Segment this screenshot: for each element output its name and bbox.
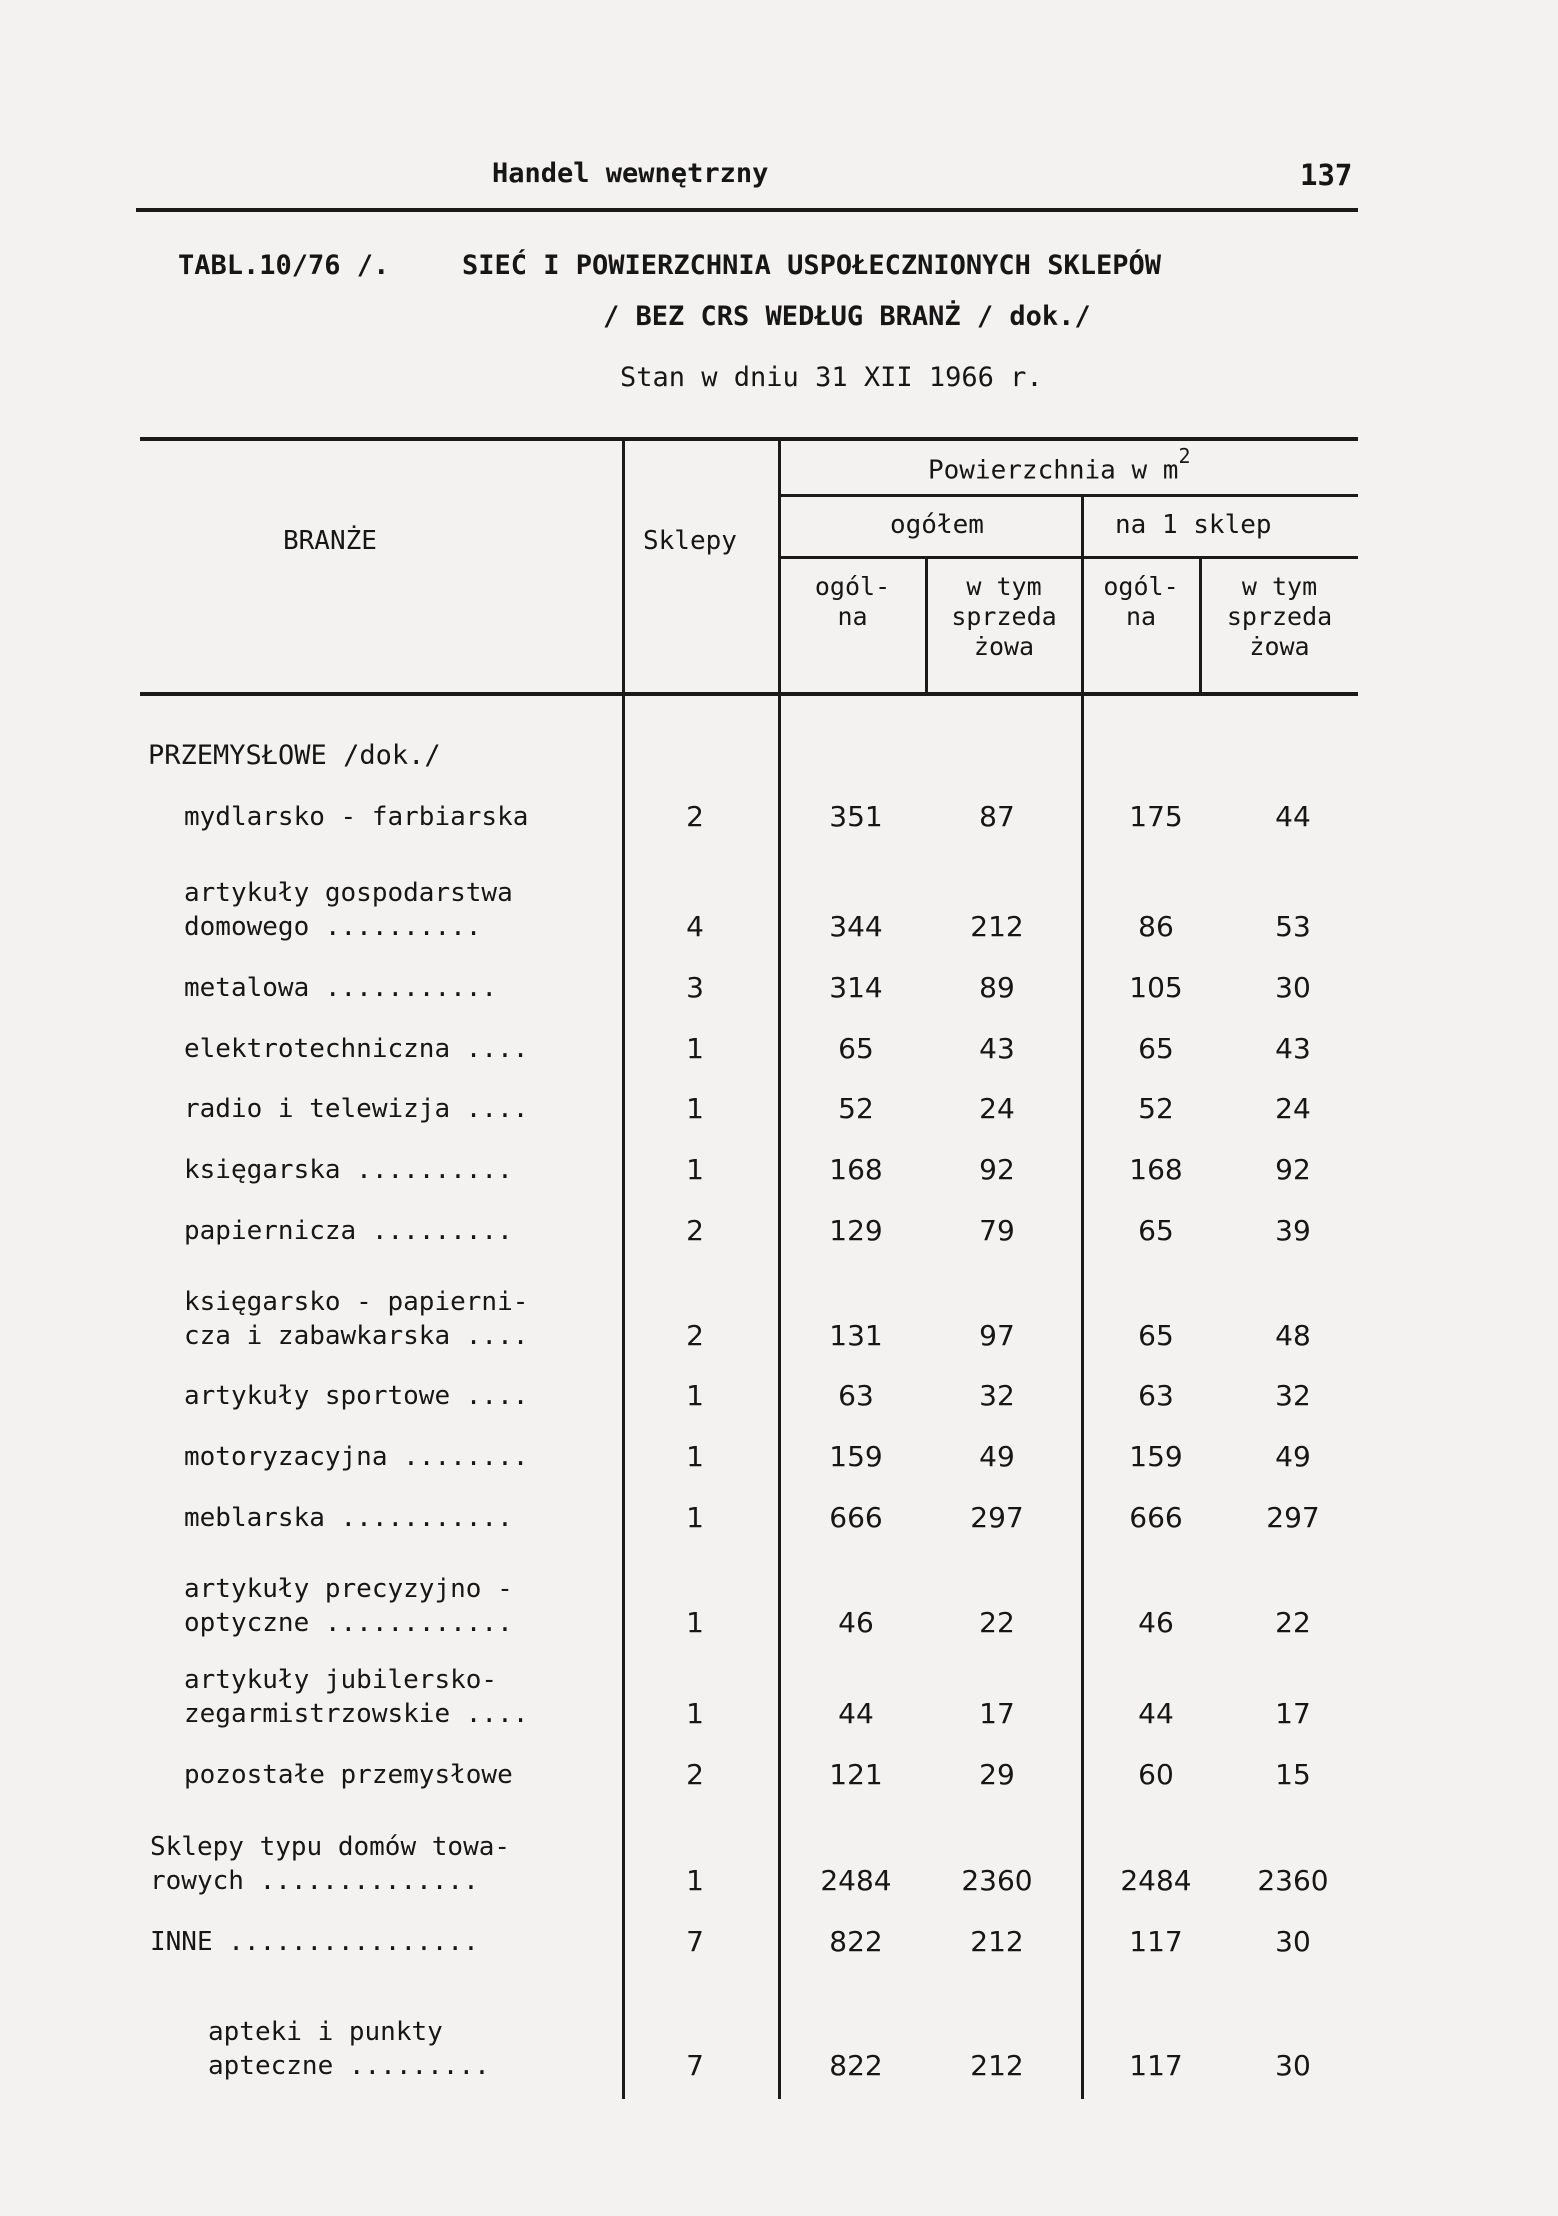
cell-sklepy: 2 — [686, 800, 704, 833]
cell-sprzedazowa: 17 — [979, 1697, 1015, 1730]
table-header-bottom-rule — [140, 692, 1358, 696]
cell-ogolna: 666 — [829, 1501, 883, 1534]
header-w-tym-line-3: żowa — [973, 632, 1035, 661]
cell-na1-sprzedazowa: 48 — [1275, 1319, 1311, 1352]
cell-sklepy: 7 — [686, 2049, 704, 2082]
table-row — [0, 1832, 1558, 1898]
cell-sprzedazowa: 24 — [979, 1092, 1015, 1125]
cell-ogolna: 121 — [829, 1758, 883, 1791]
row-label: meblarska ........... — [184, 1503, 513, 1533]
row-label: INNE ................ — [150, 1927, 479, 1957]
cell-ogolna: 822 — [829, 1925, 883, 1958]
cell-sklepy: 1 — [686, 1440, 704, 1473]
cell-na1-ogolna: 2484 — [1120, 1864, 1192, 1897]
page-number: 137 — [1300, 158, 1353, 192]
cell-na1-sprzedazowa: 44 — [1275, 800, 1311, 833]
cell-ogolna: 129 — [829, 1214, 883, 1247]
cell-na1-ogolna: 666 — [1129, 1501, 1183, 1534]
cell-ogolna: 314 — [829, 971, 883, 1004]
table-row — [0, 2017, 1558, 2083]
header-sklepy: Sklepy — [643, 526, 737, 556]
cell-sprzedazowa: 79 — [979, 1214, 1015, 1247]
cell-sprzedazowa: 43 — [979, 1032, 1015, 1065]
cell-sprzedazowa: 212 — [970, 1925, 1024, 1958]
cell-ogolna: 65 — [838, 1032, 874, 1065]
row-label: artykuły jubilersko- zegarmistrzowskie .... — [184, 1665, 529, 1729]
cell-sprzedazowa: 92 — [979, 1153, 1015, 1186]
table-row — [0, 1574, 1558, 1640]
cell-na1-ogolna: 52 — [1138, 1092, 1174, 1125]
cell-na1-ogolna: 65 — [1138, 1214, 1174, 1247]
row-label: radio i telewizja .... — [184, 1094, 529, 1124]
table-title-line-2: / BEZ CRS WEDŁUG BRANŻ / dok./ — [603, 301, 1091, 332]
cell-na1-ogolna: 86 — [1138, 910, 1174, 943]
table-row — [0, 1032, 1558, 1066]
cell-na1-ogolna: 117 — [1129, 1925, 1183, 1958]
cell-sklepy: 1 — [686, 1864, 704, 1897]
cell-na1-sprzedazowa: 49 — [1275, 1440, 1311, 1473]
row-label: elektrotechniczna .... — [184, 1034, 529, 1064]
table-title-line-1: SIEĆ I POWIERZCHNIA USPOŁECZNIONYCH SKLEPÓW — [462, 250, 1161, 281]
cell-na1-ogolna: 65 — [1138, 1032, 1174, 1065]
header-powierzchnia-text: Powierzchnia w m — [928, 455, 1179, 486]
cell-na1-sprzedazowa: 2360 — [1257, 1864, 1329, 1897]
cell-na1-ogolna: 105 — [1129, 971, 1183, 1004]
cell-sklepy: 1 — [686, 1379, 704, 1412]
powierzchnia-underline — [778, 494, 1358, 497]
row-label: apteki i punkty apteczne ......... — [208, 2017, 490, 2081]
cell-sprzedazowa: 29 — [979, 1758, 1015, 1791]
cell-sklepy: 1 — [686, 1153, 704, 1186]
header-w-tym-sprzedazowa — [927, 572, 1081, 662]
table-row — [0, 971, 1558, 1005]
header-na1-ogolna — [1083, 572, 1199, 632]
cell-na1-ogolna: 168 — [1129, 1153, 1183, 1186]
cell-sprzedazowa: 87 — [979, 800, 1015, 833]
cell-sklepy: 1 — [686, 1501, 704, 1534]
cell-ogolna: 52 — [838, 1092, 874, 1125]
cell-sklepy: 2 — [686, 1758, 704, 1791]
cell-sklepy: 1 — [686, 1606, 704, 1639]
cell-na1-sprzedazowa: 297 — [1266, 1501, 1320, 1534]
cell-sklepy: 2 — [686, 1319, 704, 1352]
table-row — [0, 1287, 1558, 1353]
row-label: mydlarsko - farbiarska — [184, 802, 529, 832]
cell-ogolna: 63 — [838, 1379, 874, 1412]
header-na-1-sklep: na 1 sklep — [1115, 510, 1272, 540]
cell-na1-ogolna: 159 — [1129, 1440, 1183, 1473]
table-row — [0, 1214, 1558, 1248]
cell-sklepy: 3 — [686, 971, 704, 1004]
cell-ogolna: 351 — [829, 800, 883, 833]
cell-ogolna: 822 — [829, 2049, 883, 2082]
header-powierzchnia — [928, 444, 1191, 486]
table-date-line: Stan w dniu 31 XII 1966 r. — [620, 362, 1043, 393]
cell-ogolna: 159 — [829, 1440, 883, 1473]
cell-na1-sprzedazowa: 53 — [1275, 910, 1311, 943]
table-top-rule — [140, 437, 1358, 441]
cell-ogolna: 344 — [829, 910, 883, 943]
cell-na1-sprzedazowa: 24 — [1275, 1092, 1311, 1125]
cell-na1-ogolna: 44 — [1138, 1697, 1174, 1730]
cell-na1-sprzedazowa: 92 — [1275, 1153, 1311, 1186]
cell-sprzedazowa: 297 — [970, 1501, 1024, 1534]
cell-sprzedazowa: 97 — [979, 1319, 1015, 1352]
cell-ogolna: 131 — [829, 1319, 883, 1352]
header-na1-ogolna-line-2: na — [1125, 602, 1157, 631]
cell-na1-sprzedazowa: 30 — [1275, 1925, 1311, 1958]
header-branze: BRANŻE — [283, 526, 377, 556]
cell-sprzedazowa: 89 — [979, 971, 1015, 1004]
header-na1-w-tym-line-2: sprzeda — [1226, 602, 1333, 631]
cell-na1-sprzedazowa: 43 — [1275, 1032, 1311, 1065]
header-ogolna — [780, 572, 925, 632]
col-divider-sklepy-area — [778, 439, 781, 2099]
table-number: TABL.10/76 /. — [178, 250, 390, 281]
cell-na1-sprzedazowa: 32 — [1275, 1379, 1311, 1412]
cell-sprzedazowa: 212 — [970, 2049, 1024, 2082]
row-label: księgarska .......... — [184, 1155, 513, 1185]
header-ogolna-line-2: na — [837, 602, 868, 631]
table-row — [0, 1092, 1558, 1126]
cell-na1-sprzedazowa: 30 — [1275, 971, 1311, 1004]
cell-sprzedazowa: 212 — [970, 910, 1024, 943]
cell-na1-ogolna: 65 — [1138, 1319, 1174, 1352]
cell-ogolna: 2484 — [820, 1864, 892, 1897]
table-row — [0, 1153, 1558, 1187]
cell-na1-sprzedazowa: 39 — [1275, 1214, 1311, 1247]
row-label: Sklepy typu domów towa- rowych .............. — [150, 1832, 511, 1896]
cell-sklepy: 1 — [686, 1092, 704, 1125]
row-label: motoryzacyjna ........ — [184, 1442, 529, 1472]
cell-ogolna: 46 — [838, 1606, 874, 1639]
row-label: księgarsko - papierni- cza i zabawkarska .... — [184, 1287, 529, 1351]
cell-sprzedazowa: 2360 — [961, 1864, 1033, 1897]
header-na1-ogolna-line-1: ogól- — [1103, 572, 1179, 601]
table-row — [0, 1925, 1558, 1959]
header-w-tym-line-1: w tym — [966, 572, 1042, 601]
row-label: artykuły precyzyjno - optyczne ............ — [184, 1574, 513, 1638]
row-label: papiernicza ......... — [184, 1216, 513, 1246]
cell-na1-ogolna: 60 — [1138, 1758, 1174, 1791]
row-label: artykuły gospodarstwa domowego .......... — [184, 878, 513, 942]
cell-sklepy: 4 — [686, 910, 704, 943]
cell-na1-sprzedazowa: 30 — [1275, 2049, 1311, 2082]
section-title: PRZEMYSŁOWE /dok./ — [148, 740, 441, 771]
cell-sprzedazowa: 22 — [979, 1606, 1015, 1639]
table-row — [0, 1665, 1558, 1731]
running-header-title: Handel wewnętrzny — [492, 158, 769, 189]
header-ogolem: ogółem — [890, 510, 984, 540]
col-divider-ogolem-na1 — [1081, 495, 1084, 2099]
cell-na1-sprzedazowa: 15 — [1275, 1758, 1311, 1791]
cell-sklepy: 2 — [686, 1214, 704, 1247]
cell-na1-sprzedazowa: 17 — [1275, 1697, 1311, 1730]
header-na1-w-tym-line-3: żowa — [1249, 632, 1310, 661]
header-ogolna-line-1: ogól- — [814, 572, 891, 601]
ogolem-underline — [778, 556, 1358, 559]
col-divider-branze-sklepy — [622, 439, 625, 2099]
cell-na1-ogolna: 117 — [1129, 2049, 1183, 2082]
header-na1-w-tym-line-1: w tym — [1241, 572, 1318, 601]
cell-na1-ogolna: 63 — [1138, 1379, 1174, 1412]
header-w-tym-line-2: sprzeda — [951, 602, 1057, 631]
row-label: pozostałe przemysłowe — [184, 1760, 513, 1790]
cell-sklepy: 1 — [686, 1032, 704, 1065]
cell-na1-ogolna: 175 — [1129, 800, 1183, 833]
row-label: metalowa ........... — [184, 973, 498, 1003]
table-row — [0, 1379, 1558, 1413]
cell-sprzedazowa: 49 — [979, 1440, 1015, 1473]
header-rule — [136, 208, 1358, 212]
table-row — [0, 800, 1558, 834]
cell-ogolna: 44 — [838, 1697, 874, 1730]
cell-sklepy: 7 — [686, 1925, 704, 1958]
cell-na1-ogolna: 46 — [1138, 1606, 1174, 1639]
header-na1-w-tym — [1201, 572, 1358, 662]
table-row — [0, 1501, 1558, 1535]
table-row — [0, 1440, 1558, 1474]
table-row — [0, 878, 1558, 944]
cell-sprzedazowa: 32 — [979, 1379, 1015, 1412]
cell-ogolna: 168 — [829, 1153, 883, 1186]
header-powierzchnia-superscript: 2 — [1178, 444, 1191, 468]
row-label: artykuły sportowe .... — [184, 1381, 529, 1411]
cell-na1-sprzedazowa: 22 — [1275, 1606, 1311, 1639]
table-row — [0, 1758, 1558, 1792]
cell-sklepy: 1 — [686, 1697, 704, 1730]
